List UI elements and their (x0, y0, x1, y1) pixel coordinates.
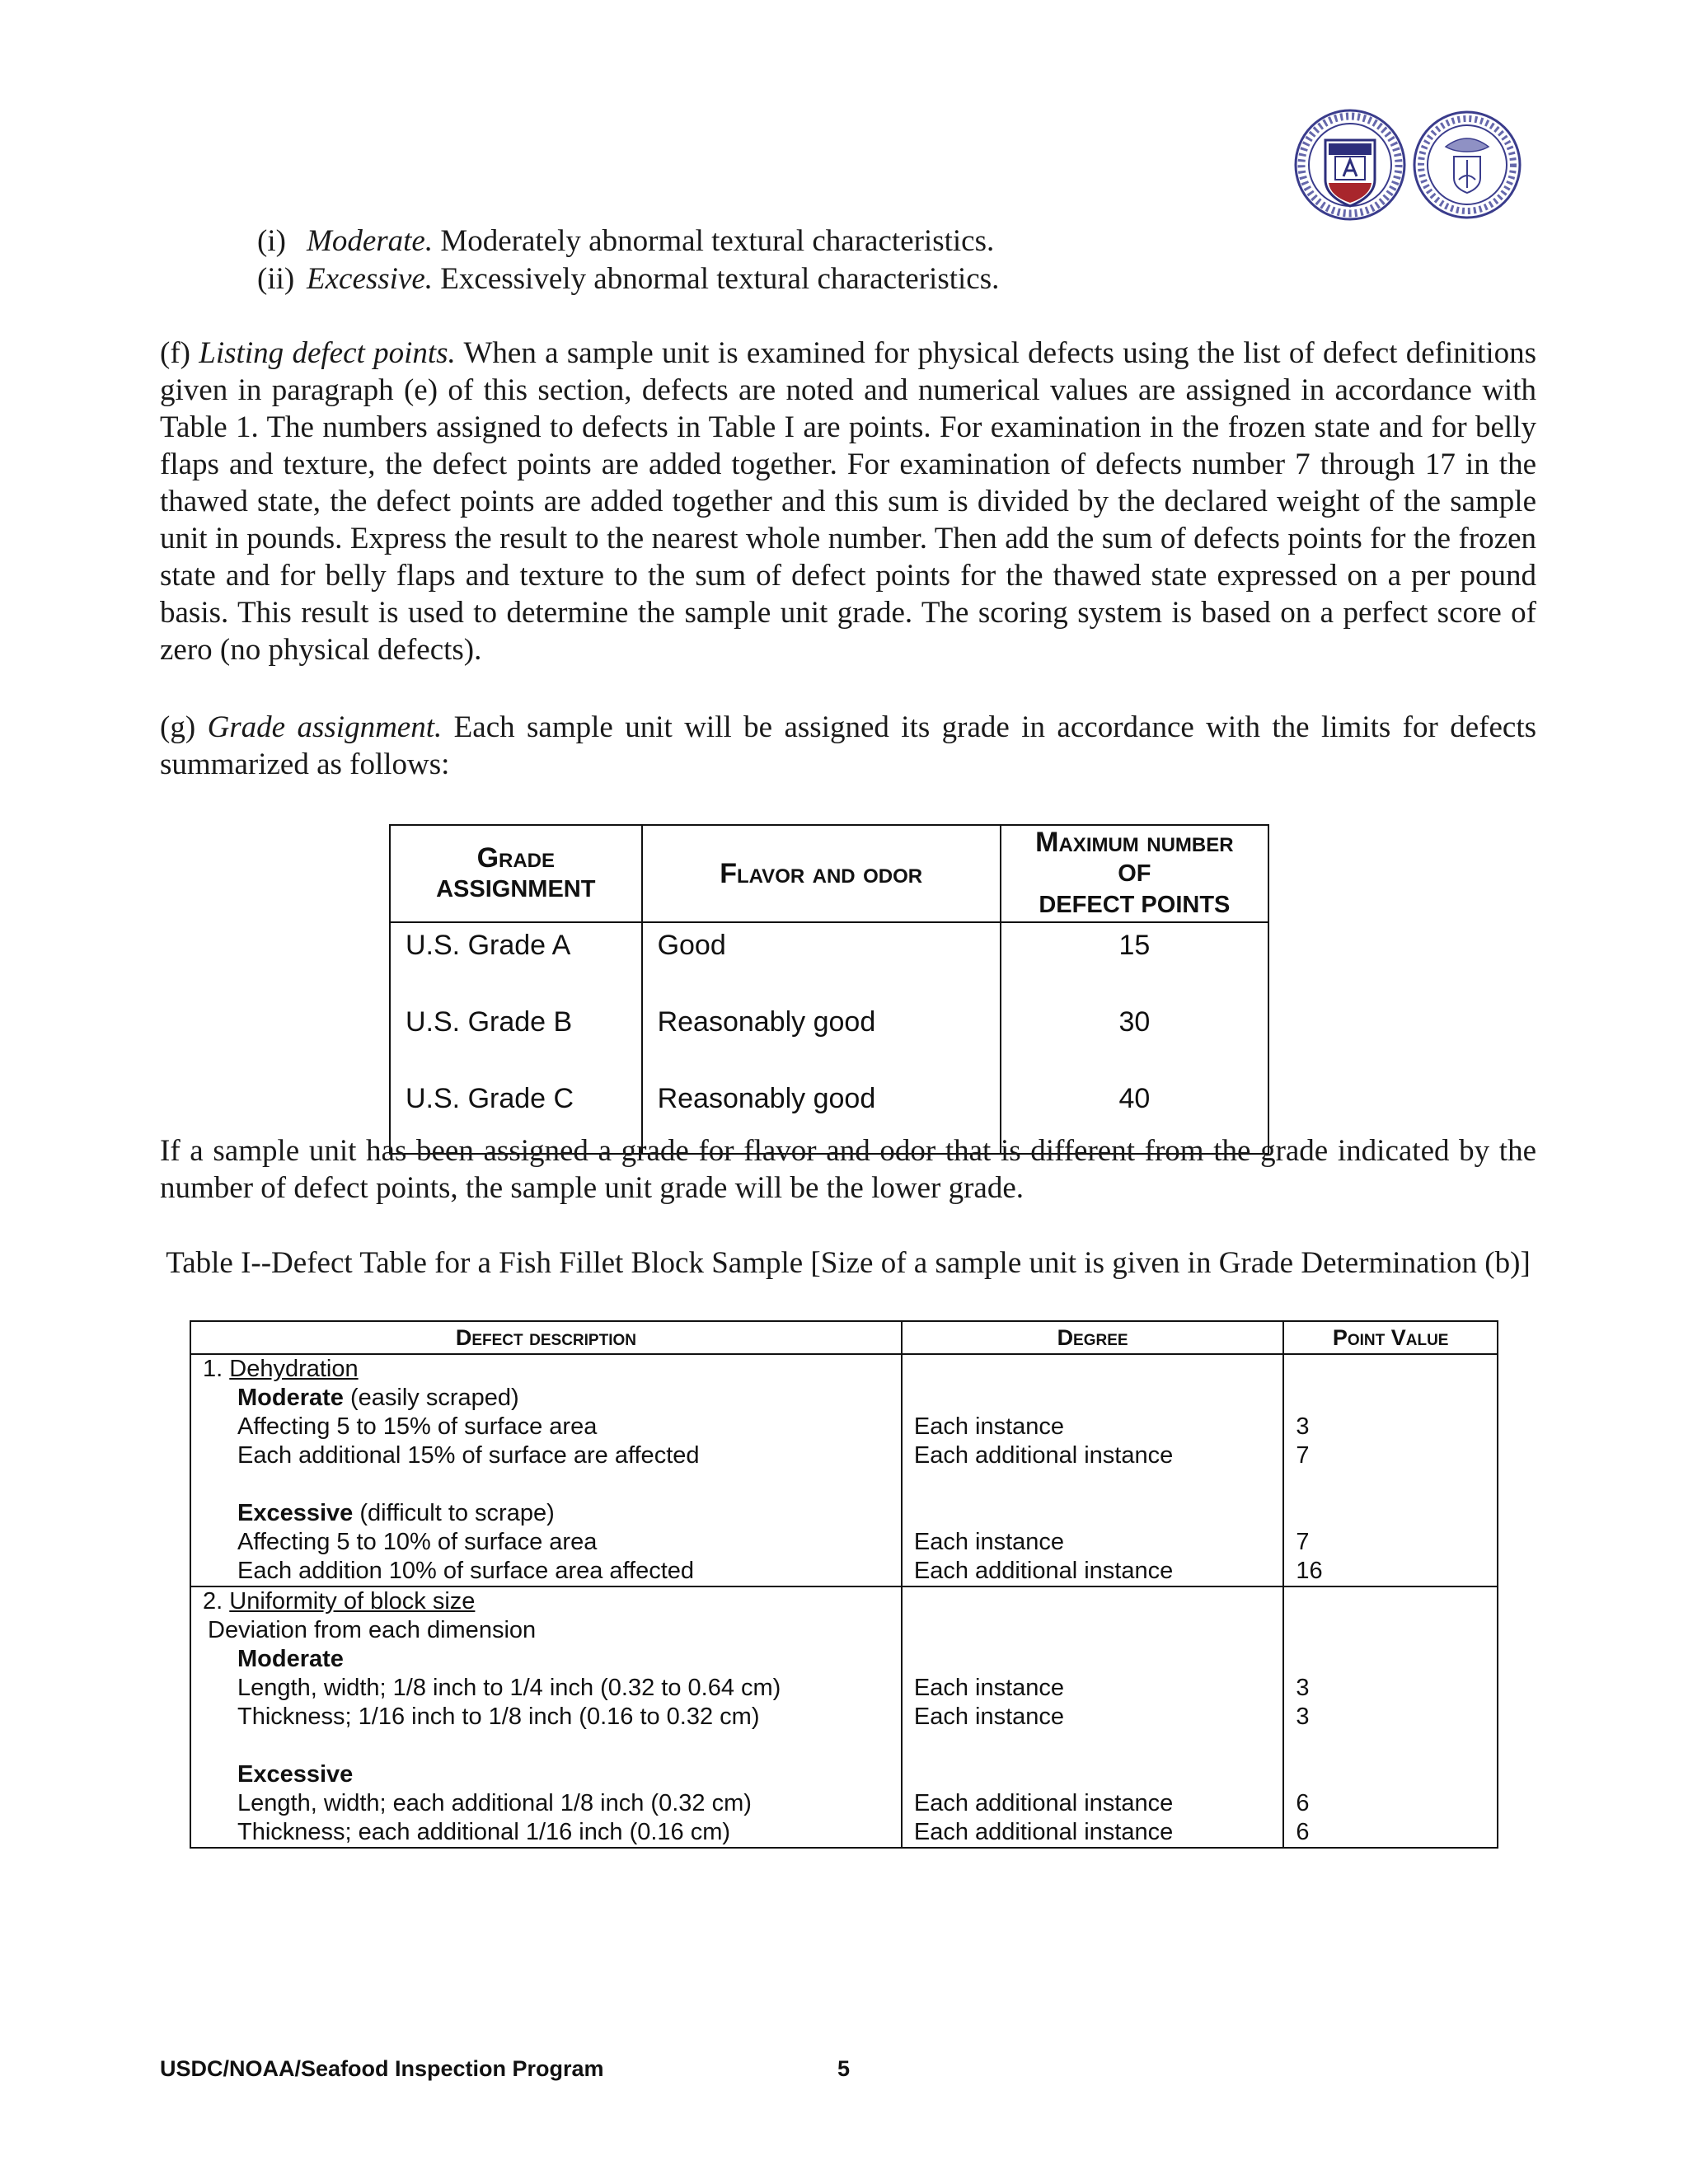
defect-table (190, 1320, 1498, 1849)
texture-list (257, 223, 999, 298)
paragraph-label: (g) (160, 710, 208, 744)
flavor-cell: Good (642, 922, 1001, 1000)
defect-line: Each addition 10% of surface area affected (237, 1558, 695, 1584)
list-item-text: Moderately abnormal textural characteristics. (433, 224, 995, 258)
defect-line: Each additional 15% of surface are affected (237, 1442, 700, 1469)
header-line: Flavor and odor (720, 858, 923, 889)
points-cell: 30 (1001, 1000, 1268, 1076)
paragraph-term: Listing defect points. (199, 336, 456, 370)
defect-number: 1. (203, 1356, 230, 1382)
grade-cell: U.S. Grade A (390, 922, 642, 1000)
points-line: 3 (1296, 1413, 1310, 1440)
table-row-uniformity (190, 1586, 1498, 1848)
severity-label: Moderate (237, 1385, 344, 1411)
flavor-cell: Reasonably good (642, 1000, 1001, 1076)
points-cell (1283, 1354, 1498, 1586)
degree-line: Each additional instance (913, 1819, 1174, 1845)
defect-line: Affecting 5 to 15% of surface area (237, 1413, 598, 1440)
list-item-number: (i) (257, 224, 286, 258)
column-header-point-value: Point Value (1283, 1321, 1498, 1354)
defect-title: Dehydration (229, 1356, 359, 1382)
table-header-row (390, 825, 1268, 922)
defect-line: Length, width; 1/8 inch to 1/4 inch (0.32 to 0.64 cm) (237, 1675, 781, 1701)
grade-cell: U.S. Grade C (390, 1076, 642, 1154)
flavor-cell: Reasonably good (642, 1076, 1001, 1154)
defect-table-caption: Table I--Defect Table for a Fish Fillet Block Sample [Size of a sample unit is given in Grade Determination (b)] (166, 1246, 1531, 1280)
degree-line: Each additional instance (913, 1442, 1174, 1469)
paragraph-grade-assignment (160, 709, 1536, 783)
grade-assignment-table (389, 824, 1269, 1155)
column-header-grade (390, 825, 642, 922)
column-header-degree: Degree (902, 1321, 1283, 1354)
paragraph-label: (f) (160, 336, 199, 370)
degree-cell (902, 1586, 1283, 1848)
degree-line: Each instance (913, 1675, 1065, 1701)
header-line: ASSIGNMENT (436, 876, 596, 902)
list-item-number: (ii) (257, 262, 295, 296)
list-item-term: Excessive. (307, 262, 434, 296)
points-line: 7 (1296, 1529, 1310, 1555)
paragraph-lower-grade-note: If a sample unit has been assigned a grade for flavor and odor that is different from the grade indicated by the number of defect points, the sample unit grade will be the lower grade. (160, 1134, 1536, 1205)
defect-line: Affecting 5 to 10% of surface area (237, 1529, 598, 1555)
degree-line: Each additional instance (913, 1558, 1174, 1584)
degree-line: Each instance (913, 1413, 1065, 1440)
header-line: DEFECT POINTS (1039, 892, 1231, 918)
defect-line: Thickness; 1/16 inch to 1/8 inch (0.16 to 0.32 cm) (237, 1704, 760, 1730)
paragraph-listing-defect-points (160, 335, 1536, 668)
footer-program: USDC/NOAA/Seafood Inspection Program (160, 2056, 604, 2081)
defect-title: Uniformity of block size (229, 1588, 476, 1615)
defect-line: Thickness; each additional 1/16 inch (0.16 cm) (237, 1819, 731, 1845)
points-cell (1283, 1586, 1498, 1848)
paragraph-text: When a sample unit is examined for physical defects using the list of defect definitions given in paragraph (e) of this section, defects are noted and numerical values are assigned in accordance with Table 1. The numbers assigned to defects in Table I are points. For examination in the frozen state and for belly flaps and texture, the defect points are added together. For examination of defects number 7 through 17 in the thawed state, the defect points are added together and this sum is divided by the declared weight of the sample unit in pounds. Express the result to the nearest whole number. Then add the sum of defects points for the frozen state and for belly flaps and texture to the sum of defect points for the thawed state expressed on a per pound basis. This result is used to determine the sample unit grade. The scoring system is based on a perfect score of zero (no physical defects). (160, 336, 1536, 667)
seafood-inspection-seal-icon (1296, 110, 1404, 219)
paragraph-term: Grade assignment. (207, 710, 443, 744)
paragraph-text: Each sample unit will be assigned its grade in accordance with the limits for defects summarized as follows: (160, 710, 1536, 781)
points-line: 16 (1296, 1558, 1323, 1584)
table-header-row (190, 1321, 1498, 1354)
grade-cell: U.S. Grade B (390, 1000, 642, 1076)
defect-subtitle: Deviation from each dimension (208, 1617, 537, 1643)
severity-note: (easily scraped) (343, 1385, 519, 1411)
table-row (390, 1000, 1268, 1076)
description-cell (190, 1354, 902, 1586)
header-line: Grade (476, 842, 556, 874)
description-cell (190, 1586, 902, 1848)
points-cell: 15 (1001, 922, 1268, 1000)
degree-line: Each instance (913, 1704, 1065, 1730)
severity-note: (difficult to scrape) (353, 1500, 555, 1526)
header-line: Maximum number (1035, 827, 1234, 858)
severity-label: Moderate (237, 1646, 344, 1672)
severity-label: Excessive (237, 1761, 354, 1788)
column-header-flavor (642, 825, 1001, 922)
points-line: 6 (1296, 1790, 1310, 1816)
defect-number: 2. (203, 1588, 230, 1615)
header-logos (1292, 105, 1523, 229)
list-item (257, 260, 999, 298)
points-cell: 40 (1001, 1076, 1268, 1154)
list-item-text: Excessively abnormal textural characteristics. (433, 262, 1000, 296)
degree-line: Each additional instance (913, 1790, 1174, 1816)
seals-graphic (1292, 105, 1523, 229)
table-row (390, 922, 1268, 1000)
column-header-max-points (1001, 825, 1268, 922)
points-line: 3 (1296, 1704, 1310, 1730)
points-line: 7 (1296, 1442, 1310, 1469)
header-line: OF (1118, 860, 1151, 887)
severity-label: Excessive (237, 1500, 354, 1526)
column-header-description: Defect description (190, 1321, 902, 1354)
list-item (257, 223, 999, 260)
department-of-commerce-seal-icon (1414, 112, 1520, 218)
points-line: 3 (1296, 1675, 1310, 1701)
footer-page-number: 5 (837, 2056, 851, 2081)
degree-line: Each instance (913, 1529, 1065, 1555)
points-line: 6 (1296, 1819, 1310, 1845)
degree-cell (902, 1354, 1283, 1586)
table-row-dehydration (190, 1354, 1498, 1586)
list-item-term: Moderate. (307, 224, 434, 258)
defect-line: Length, width; each additional 1/8 inch (0.32 cm) (237, 1790, 752, 1816)
